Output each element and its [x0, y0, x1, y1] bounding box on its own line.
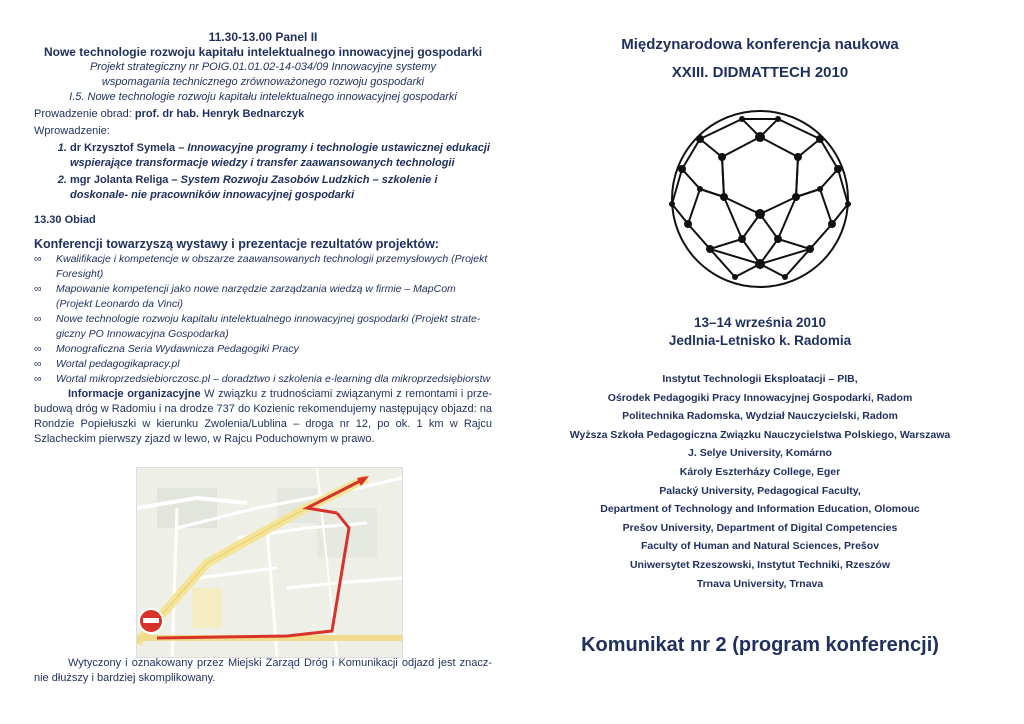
institution-item: Palacký University, Pedagogical Faculty, [659, 484, 861, 497]
institution-item: Faculty of Human and Natural Sciences, Prešov [640, 540, 880, 553]
exhibition-item [34, 312, 492, 342]
exhibition-text: Mapowanie kompetencji jako nowe narzędzie zarządzania wiedzą w firmie – MapCom (Projekt Leonardo da Vinci) [56, 283, 456, 310]
moderator-label: Prowadzenie obrad: [34, 108, 132, 120]
panel-time-title: 11.30-13.00 Panel II [208, 30, 318, 44]
lunch-line: 13.30 Obiad [34, 214, 96, 226]
footer-note [34, 656, 492, 686]
exhibition-item [34, 252, 492, 282]
left-page [34, 30, 492, 447]
fullerene-logo [660, 99, 860, 299]
exhibition-text: Monograficzna Seria Wydawnicza Pedagogiki Pracy [56, 343, 299, 355]
footer-note-text: Wytyczony i oznakowany przez Miejski Zarząd Dróg i Komunikacji odjazd jest znacz- nie dłuższy i bardziej skomplikowany. [34, 657, 492, 684]
exhibition-text: Wortal mikroprzedsiebiorczosc.pl – doradztwo i szkolenia e-learning dla mikroprzedsiębiorstw [56, 373, 491, 385]
talk-title: Innowacyjne programy i technologie ustawicznej edukacji wspierające transformacje wiedzy i transfer zaawansowanych technologii [70, 142, 490, 169]
conference-date: 13–14 września 2010 [693, 315, 827, 330]
project-line-2: wspomagania technicznego zrównoważonego rozwoju gospodarki [101, 76, 425, 88]
moderator-line [34, 107, 492, 122]
exhibition-item [34, 357, 492, 372]
fullerene-icon [660, 99, 860, 299]
institution-item: Instytut Technologii Eksploatacji – PIB, [662, 373, 858, 385]
talk-list [34, 141, 492, 203]
exhibition-text: Nowe technologie rozwoju kapitału intelektualnego innowacyjnej gospodarki (Projekt strate- giczny PO Innowacyjna Gospodarka) [56, 313, 481, 340]
infinity-bullet-icon: ∞ [34, 373, 42, 385]
talk-title: System Rozwoju Zasobów Ludzkich – szkolenie i doskonale- nie pracowników innowacyjnej gospodarki [70, 174, 438, 201]
project-line-1: Projekt strategiczny nr POIG.01.01.02-14-034/09 Innowacyjne systemy [89, 61, 437, 73]
institution-item: Károly Eszterházy College, Eger [679, 465, 841, 478]
bulletin-title: Komunikat nr 2 (program konferencji) [581, 634, 939, 656]
intro-label: Wprowadzenie: [34, 125, 110, 137]
institution-item: J. Selye University, Komárno [688, 447, 832, 460]
exhibition-item [34, 372, 492, 387]
organization-text: W związku z trudnościami związanymi z remontami i prze- budową dróg w Radomiu i na drodze 737 do Kozienic rekomendujemy następujący objazd: na Rondzie Popiełuszki w kierunku Zwolenia/Lublina – droga nr 12, po ok. 1 km w Rajcu Szlacheckim pierwszy zjazd w lewo, w Rajcu Poduchownym w prawo. [34, 388, 492, 445]
talk-speaker: dr Krzysztof Symela – [70, 142, 185, 154]
institution-item: Department of Technology and Information Education, Olomouc [600, 503, 920, 516]
exhibition-text: Wortal pedagogikapracy.pl [56, 358, 180, 370]
detour-map-graphic [137, 468, 402, 657]
exhibition-item [34, 282, 492, 312]
infinity-bullet-icon: ∞ [34, 358, 42, 370]
panel-subtitle: Nowe technologie rozwoju kapitału intelektualnego innowacyjnej gospodarki [43, 45, 483, 59]
institution-item: Prešov University, Department of Digital Competencies [622, 521, 898, 534]
project-line-3: I.5. Nowe technologie rozwoju kapitału intelektualnego innowacyjnej gospodarki [69, 91, 457, 103]
conference-name: XXIII. DIDMATTECH 2010 [671, 64, 849, 81]
talk-item [70, 173, 492, 203]
organization-paragraph [34, 387, 492, 447]
detour-map [136, 467, 403, 658]
exhibition-item [34, 342, 492, 357]
conference-place: Jedlnia-Letnisko k. Radomia [668, 333, 852, 348]
conference-title: Międzynarodowa konferencja naukowa [621, 36, 899, 53]
institution-item: Wyższa Szkoła Pedagogiczna Związku Nauczycielstwa Polskiego, Warszawa [569, 428, 951, 441]
infinity-bullet-icon: ∞ [34, 313, 42, 325]
institution-item: Uniwersytet Rzeszowski, Instytut Techniki, Rzeszów [629, 558, 891, 571]
institutions-list [530, 370, 990, 593]
institution-item: Ośrodek Pedagogiki Pracy Innowacyjnej Gospodarki, Radom [607, 391, 913, 404]
infinity-bullet-icon: ∞ [34, 253, 42, 265]
infinity-bullet-icon: ∞ [34, 283, 42, 295]
right-page [530, 30, 990, 593]
infinity-bullet-icon: ∞ [34, 343, 42, 355]
organization-label: Informacje organizacyjne [68, 388, 201, 400]
institution-item: Politechnika Radomska, Wydział Nauczycielski, Radom [622, 410, 898, 423]
talk-item [70, 141, 492, 171]
exhibition-list [34, 252, 492, 387]
moderator-name: prof. dr hab. Henryk Bednarczyk [134, 108, 305, 120]
exhibition-text: Kwalifikacje i kompetencje w obszarze zaawansowanych technologii przemysłowych (Projekt Foresight) [56, 253, 488, 280]
exhibitions-heading: Konferencji towarzyszą wystawy i prezentacje rezultatów projektów: [34, 237, 439, 251]
institution-item: Trnava University, Trnava [696, 577, 824, 590]
talk-speaker: mgr Jolanta Religa – [70, 174, 178, 186]
